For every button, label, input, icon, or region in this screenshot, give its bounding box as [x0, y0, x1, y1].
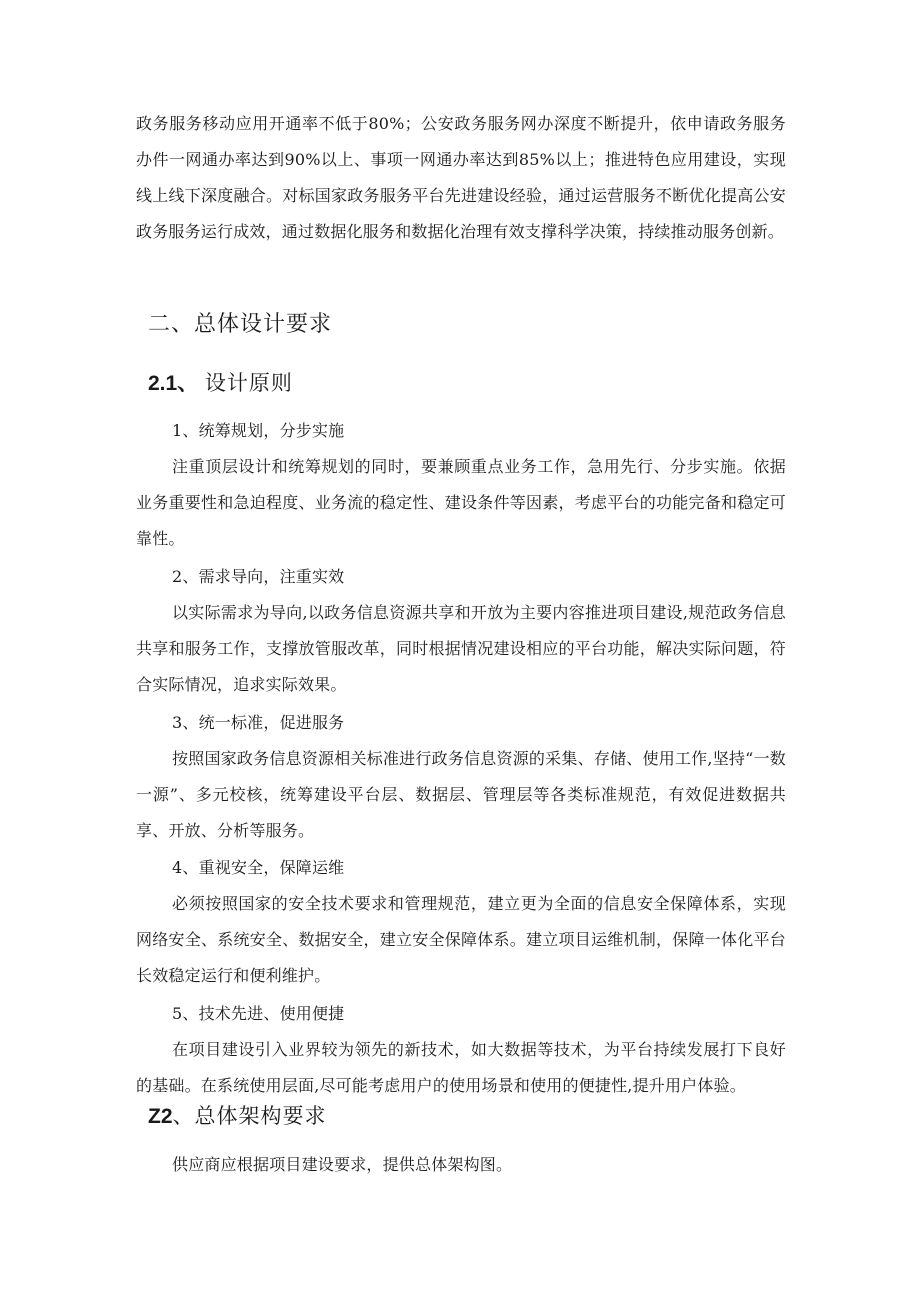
section-2-2-body: 供应商应根据项目建设要求，提供总体架构图。: [172, 1155, 513, 1174]
intro-paragraph: 政务服务移动应用开通率不低于80%；公安政务服务网办深度不断提升，依申请政务服务办件一网通办率达到90%以上、事项一网通办率达到85%以上；推进特色应用建设，实现线上线下深度融合。对标国家政务服务平台先进建设经验，通过运营服务不断优化提高公安政务服务运行成效，通过数据化服务和数据化治理有效支撑科学决策，持续推动服务创新。: [136, 114, 786, 241]
principle-5-body: 在项目建设引入业界较为领先的新技术，如大数据等技术，为平台持续发展打下良好的基础。在系统使用层面,尽可能考虑用户的使用场景和使用的便捷性,提升用户体验。: [136, 1040, 786, 1095]
section-2-2-title: 、总体架构要求: [172, 1104, 327, 1128]
section-2-heading: 二、总体设计要求: [148, 312, 333, 337]
principle-3-title: 3、统一标准，促进服务: [172, 713, 345, 732]
principle-2-body: 以实际需求为导向,以政务信息资源共享和开放为主要内容推进项目建设,规范政务信息共享和服务工作，支撑放管服改革，同时根据情况建设相应的平台功能，解决实际问题，符合实际情况，追求实际效果。: [136, 603, 786, 694]
principle-3-body: 按照国家政务信息资源相关标准进行政务信息资源的采集、存储、使用工作,坚持“一数一源”、多元校核，统筹建设平台层、数据层、管理层等各类标准规范，有效促进数据共享、开放、分析等服务。: [136, 749, 786, 840]
section-2-2-heading: [148, 1098, 327, 1135]
principle-5-title: 5、技术先进、使用便捷: [172, 1004, 345, 1023]
section-2-2-number: Z2: [148, 1105, 173, 1128]
principle-1-title: 1、统筹规划，分步实施: [172, 421, 345, 440]
principle-4-title: 4、重视安全，保障运维: [172, 858, 345, 877]
principle-4-body: 必须按照国家的安全技术要求和管理规范，建立更为全面的信息安全保障体系，实现网络安全、系统安全、数据安全，建立安全保障体系。建立项目运维机制，保障一体化平台长效稳定运行和便利维护。: [136, 894, 786, 985]
section-2-1-title: 设计原则: [204, 371, 293, 395]
principle-1-body: 注重顶层设计和统筹规划的同时，要兼顾重点业务工作，急用先行、分步实施。依据业务重要性和急迫程度、业务流的稳定性、建设条件等因素，考虑平台的功能完备和稳定可靠性。: [136, 457, 786, 548]
principle-2-title: 2、需求导向，注重实效: [172, 567, 345, 586]
section-2-1-number: 2.1、: [148, 372, 199, 395]
section-2-1-heading: [148, 365, 293, 402]
